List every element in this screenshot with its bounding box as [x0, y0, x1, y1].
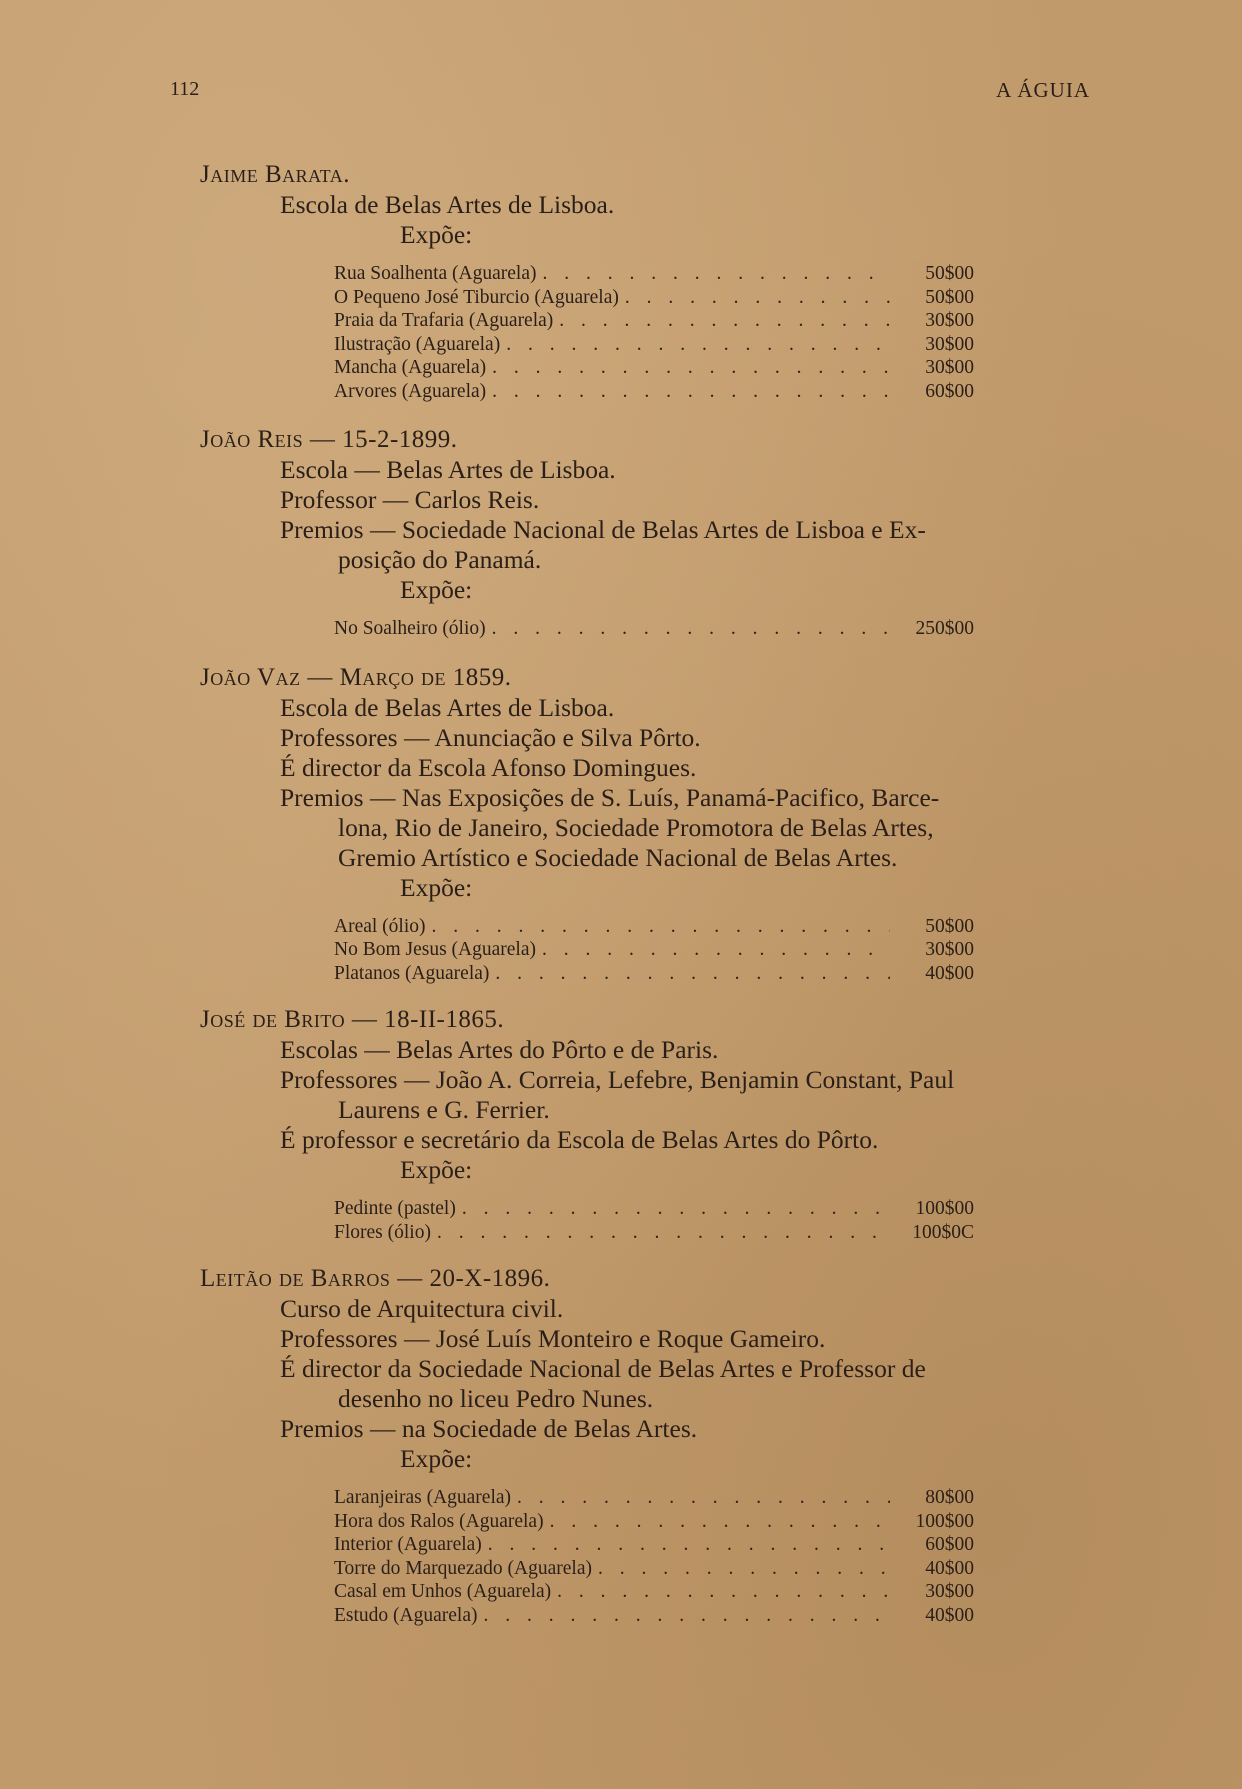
- work-price: 100$00: [915, 1510, 974, 1532]
- info-line: Professor — Carlos Reis.: [280, 485, 540, 514]
- work-price: 100$00: [915, 1198, 974, 1219]
- work-price: 80$00: [925, 1487, 974, 1508]
- info-line: Curso de Arquitectura civil.: [280, 1294, 564, 1323]
- work-price: 30$00: [925, 333, 974, 355]
- work-item: [334, 309, 974, 333]
- dot-leader: [542, 938, 890, 962]
- dot-leader: [432, 915, 890, 939]
- work-title: Mancha (Aguarela): [334, 357, 487, 378]
- work-item: [334, 617, 974, 641]
- works-list: [200, 262, 974, 403]
- artist-entry: [200, 1264, 1100, 1627]
- dot-leader: [488, 1533, 890, 1557]
- info-line: Professores — Anunciação e Silva Pôrto.: [280, 722, 701, 752]
- info-line: Escola — Belas Artes de Lisboa.: [280, 455, 616, 484]
- work-price: 60$00: [925, 380, 974, 402]
- work-item: [334, 1557, 974, 1581]
- exhibits-label: Expõe:: [400, 1155, 473, 1184]
- dot-leader: [625, 286, 890, 310]
- work-price: 40$00: [925, 1557, 974, 1579]
- artist-entry: [200, 160, 1100, 403]
- dot-leader: [598, 1557, 890, 1581]
- dot-leader: [437, 1221, 890, 1245]
- work-price: 30$00: [925, 357, 974, 378]
- info-line: É director da Sociedade Nacional de Belas Artes e Professor de: [280, 1354, 926, 1383]
- work-item: [334, 1486, 974, 1510]
- work-item: [334, 1580, 974, 1604]
- dot-leader: [484, 1604, 891, 1628]
- exhibits-label: Expõe:: [400, 872, 473, 902]
- work-item: [334, 1221, 974, 1245]
- work-item: [334, 1510, 974, 1534]
- work-price: 100$0C: [912, 1221, 974, 1243]
- work-title: Estudo (Aguarela): [334, 1604, 478, 1626]
- work-item: [334, 356, 974, 380]
- work-title: Ilustração (Aguarela): [334, 333, 501, 355]
- works-list: [200, 617, 974, 641]
- work-title: Hora dos Ralos (Aguarela): [334, 1510, 544, 1532]
- dot-leader: [559, 309, 890, 333]
- work-item: [334, 962, 974, 986]
- info-line-continuation: desenho no liceu Pedro Nunes.: [338, 1384, 654, 1413]
- work-price: 30$00: [925, 310, 974, 331]
- info-line: Escola de Belas Artes de Lisboa.: [280, 692, 615, 722]
- work-item: [334, 286, 974, 310]
- info-line-continuation: Laurens e G. Ferrier.: [338, 1095, 550, 1124]
- work-title: No Soalheiro (ólio): [334, 618, 486, 639]
- exhibits-label: Expõe:: [400, 1444, 473, 1473]
- running-title: A ÁGUIA: [996, 78, 1090, 102]
- artist-entry: [200, 1005, 1100, 1244]
- info-line: Escolas — Belas Artes do Pôrto e de Paris.: [280, 1035, 719, 1064]
- info-line: Premios — na Sociedade de Belas Artes.: [280, 1414, 698, 1443]
- work-price: 30$00: [925, 939, 974, 960]
- work-item: [334, 938, 974, 962]
- info-line: Professores — João A. Correia, Lefebre, Benjamin Constant, Paul: [280, 1065, 955, 1094]
- info-line: É director da Escola Afonso Domingues.: [280, 752, 697, 782]
- work-title: Platanos (Aguarela): [334, 962, 490, 984]
- work-item: [334, 1197, 974, 1221]
- artist-name: José de Brito — 18-II-1865.: [200, 1006, 505, 1033]
- dot-leader: [492, 380, 890, 404]
- exhibits-label: Expõe:: [400, 575, 473, 604]
- artist-name: João Vaz — Março de 1859.: [200, 663, 512, 691]
- info-line: Escola de Belas Artes de Lisboa.: [280, 190, 615, 219]
- work-title: Praia da Trafaria (Aguarela): [334, 310, 554, 331]
- work-price: 40$00: [925, 962, 974, 984]
- work-price: 30$00: [925, 1581, 974, 1602]
- work-title: Areal (ólio): [334, 915, 426, 937]
- exhibits-label: Expõe:: [400, 220, 473, 249]
- artist-name: Leitão de Barros — 20-X-1896.: [200, 1265, 551, 1292]
- works-list: [200, 1486, 974, 1627]
- work-title: Torre do Marquezado (Aguarela): [334, 1557, 592, 1579]
- work-price: 50$00: [925, 286, 974, 308]
- work-title: Laranjeiras (Aguarela): [334, 1487, 512, 1508]
- info-line: É professor e secretário da Escola de Belas Artes do Pôrto.: [280, 1125, 879, 1154]
- dot-leader: [492, 617, 890, 641]
- work-title: No Bom Jesus (Aguarela): [334, 939, 536, 960]
- dot-leader: [495, 962, 890, 986]
- work-title: Pedinte (pastel): [334, 1198, 456, 1219]
- work-item: [334, 380, 974, 404]
- dot-leader: [506, 333, 890, 357]
- work-item: [334, 262, 974, 286]
- dot-leader: [543, 262, 890, 286]
- info-line-continuation: Gremio Artístico e Sociedade Nacional de Belas Artes.: [338, 842, 898, 872]
- work-item: [334, 1533, 974, 1557]
- work-price: 40$00: [925, 1604, 974, 1626]
- work-item: [334, 915, 974, 939]
- works-list: [200, 1197, 974, 1244]
- info-line-continuation: posição do Panamá.: [338, 545, 542, 574]
- dot-leader: [517, 1486, 890, 1510]
- work-price: 60$00: [925, 1534, 974, 1555]
- info-line: Professores — José Luís Monteiro e Roque Gameiro.: [280, 1324, 826, 1353]
- work-price: 50$00: [925, 915, 974, 937]
- work-item: [334, 1604, 974, 1628]
- page-header: [170, 78, 1090, 110]
- dot-leader: [492, 356, 890, 380]
- work-price: 50$00: [925, 263, 974, 284]
- dot-leader: [550, 1510, 890, 1534]
- info-line: Premios — Nas Exposições de S. Luís, Panamá-Pacifico, Barce-: [280, 782, 940, 812]
- work-title: O Pequeno José Tiburcio (Aguarela): [334, 286, 619, 308]
- artist-entry: [200, 663, 1100, 986]
- catalog-entries: [200, 160, 1100, 1627]
- works-list: [200, 915, 974, 986]
- work-item: [334, 333, 974, 357]
- work-title: Casal em Unhos (Aguarela): [334, 1581, 552, 1602]
- dot-leader: [462, 1197, 890, 1221]
- work-price: 250$00: [915, 618, 974, 639]
- work-title: Arvores (Aguarela): [334, 380, 487, 402]
- info-line: Premios — Sociedade Nacional de Belas Artes de Lisboa e Ex-: [280, 515, 926, 544]
- work-title: Rua Soalhenta (Aguarela): [334, 263, 537, 284]
- work-title: Interior (Aguarela): [334, 1534, 482, 1555]
- artist-entry: [200, 425, 1100, 641]
- info-line-continuation: lona, Rio de Janeiro, Sociedade Promotora de Belas Artes,: [338, 812, 934, 842]
- page-number: 112: [170, 78, 200, 100]
- artist-name: Jaime Barata.: [200, 161, 350, 188]
- dot-leader: [557, 1580, 890, 1604]
- artist-name: João Reis — 15-2-1899.: [200, 426, 458, 453]
- work-title: Flores (ólio): [334, 1221, 431, 1243]
